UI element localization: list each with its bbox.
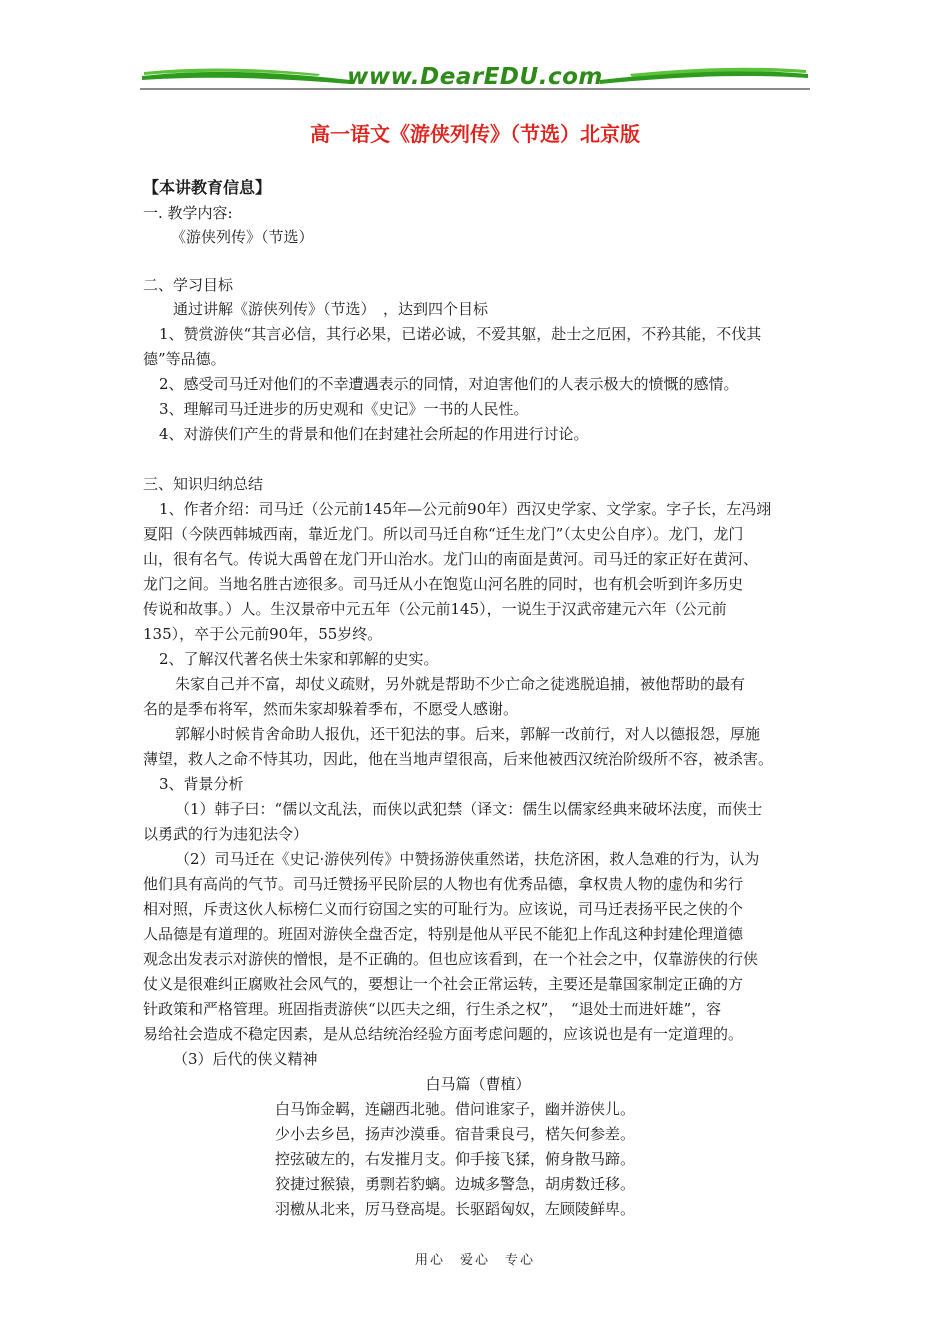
poem-line: 少小去乡邑，扬声沙漠垂。宿昔秉良弓，楛矢何参差。 bbox=[275, 1125, 636, 1143]
text-line: 山，很有名气。传说大禹曾在龙门开山治水。龙门山的南面是黄河。司马迁的家正好在黄河、 bbox=[143, 550, 759, 568]
section-heading: 【本讲教育信息】 bbox=[143, 178, 272, 197]
text-line: 针政策和严格管理。班固指责游侠“以匹夫之细，行生杀之权”， “退处士而进奸雄”，容 bbox=[143, 1000, 722, 1018]
text-line: 仗义是很难纠正腐败社会风气的，要想让一个社会正常运转，主要还是靠国家制定正确的方 bbox=[143, 975, 744, 993]
text-line: 以勇武的行为违犯法令） bbox=[143, 825, 309, 843]
text-line: 相对照，斥责这伙人标榜仁义而行窃国之实的可耻行为。应该说，司马迁表扬平民之侠的个 bbox=[143, 900, 744, 918]
text-line: 3、背景分析 bbox=[159, 775, 244, 793]
site-header bbox=[140, 60, 810, 100]
text-line: 名的是季布将军，然而朱家却躲着季布，不愿受人感谢。 bbox=[143, 700, 519, 718]
text-line: 薄望，救人之命不恃其功，因此，他在当地声望很高，后来他被西汉统治阶级所不容，被杀害。 bbox=[143, 750, 774, 768]
text-line: 朱家自己并不富，却仗义疏财，另外就是帮助不少亡命之徒逃脱追捕，被他帮助的最有 bbox=[175, 675, 746, 693]
text-line: 传说和故事。）人。生汉景帝中元五年（公元前145），一说生于汉武帝建元六年（公元前 bbox=[143, 600, 727, 618]
text-line: 夏阳（今陕西韩城西南，靠近龙门。所以司马迁自称“迁生龙门”（太史公自序）。龙门，龙门 bbox=[143, 525, 744, 543]
text-line: 《游侠列传》（节选） bbox=[171, 228, 314, 246]
text-line: 郭解小时候肯舍命助人报仇，还干犯法的事。后来，郭解一改前行，对人以德报怨，厚施 bbox=[175, 725, 761, 743]
page-footer: 用心 爱心 专心 bbox=[414, 1253, 535, 1268]
text-line: 2、感受司马迁对他们的不幸遭遇表示的同情，对迫害他们的人表示极大的愤慨的感情。 bbox=[159, 375, 739, 393]
text-line: 一. 教学内容: bbox=[143, 204, 233, 222]
text-line: 德”等品德。 bbox=[143, 350, 226, 368]
text-line: 3、理解司马迁进步的历史观和《史记》一书的人民性。 bbox=[159, 400, 529, 418]
poem-line: 羽檄从北来，厉马登高堤。长驱蹈匈奴，左顾陵鲜卑。 bbox=[275, 1200, 636, 1218]
text-line: 他们具有高尚的气节。司马迁赞扬平民阶层的人物也有优秀品德，拿权贵人物的虚伪和劣行 bbox=[143, 875, 744, 893]
text-line: （2）司马迁在《史记·游侠列传》中赞扬游侠重然诺，扶危济困，救人急难的行为，认为 bbox=[175, 850, 760, 868]
site-logo[interactable]: www.DearEDU.com bbox=[347, 64, 603, 90]
text-line: 通过讲解《游侠列传》（节选） ，达到四个目标 bbox=[173, 300, 489, 318]
text-line: 4、对游侠们产生的背景和他们在封建社会所起的作用进行讨论。 bbox=[159, 425, 589, 443]
text-line: 二、学习目标 bbox=[143, 276, 234, 294]
text-line: 三、知识归纳总结 bbox=[143, 475, 264, 493]
poem-line: 狡捷过猴猿，勇剽若豹螭。边城多警急，胡虏数迁移。 bbox=[275, 1175, 636, 1193]
text-line: （3）后代的侠义精神 bbox=[173, 1050, 318, 1068]
text-line: 龙门之间。当地名胜古迹很多。司马迁从小在饱览山河名胜的同时，也有机会听到许多历史 bbox=[143, 575, 744, 593]
text-line: （1）韩子曰：“儒以文乱法，而侠以武犯禁（译文：儒生以儒家经典来破坏法度，而侠士 bbox=[175, 800, 763, 818]
poem-title: 白马篇（曹植） bbox=[425, 1075, 531, 1093]
page-title: 高一语文《游侠列传》（节选）北京版 bbox=[310, 122, 640, 146]
text-line: 1、赞赏游侠“其言必信，其行必果，已诺必诚，不爱其躯，赴士之厄困，不矜其能，不伐其 bbox=[159, 325, 762, 343]
text-line: 易给社会造成不稳定因素，是从总结统治经验方面考虑问题的，应该说也是有一定道理的。 bbox=[143, 1025, 744, 1043]
text-line: 观念出发表示对游侠的憎恨，是不正确的。但也应该看到，在一个社会之中，仅靠游侠的行侠 bbox=[143, 950, 759, 968]
text-line: 人品德是有道理的。班固对游侠全盘否定，特别是他从平民不能犯上作乱这种封建伦理道德 bbox=[143, 925, 744, 943]
text-line: 135），卒于公元前90年，55岁终。 bbox=[143, 625, 383, 643]
text-line: 2、了解汉代著名侠士朱家和郭解的史实。 bbox=[159, 650, 439, 668]
poem-line: 控弦破左的，右发摧月支。仰手接飞猱，俯身散马蹄。 bbox=[275, 1150, 636, 1168]
poem-line: 白马饰金羁，连翩西北驰。借问谁家子，幽并游侠儿。 bbox=[275, 1100, 636, 1118]
text-line: 1、作者介绍：司马迁（公元前145年—公元前90年）西汉史学家、文学家。字子长，左冯翊 bbox=[159, 500, 772, 518]
